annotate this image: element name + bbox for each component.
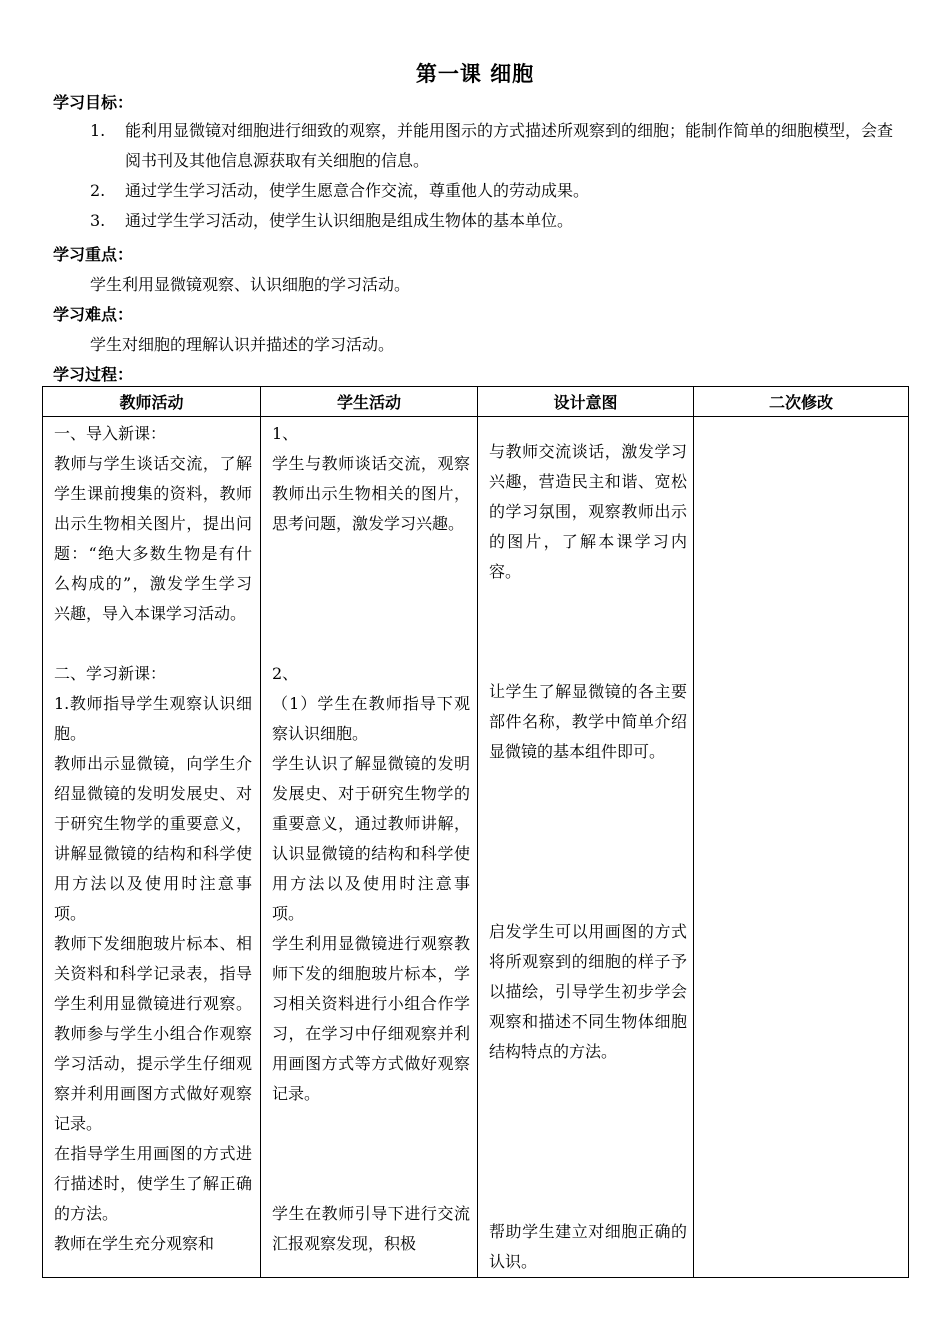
objective-item: [90, 176, 900, 206]
key-points-heading: 学习重点：: [53, 245, 134, 264]
objective-item: [90, 116, 900, 176]
objective-number: 2.: [90, 181, 106, 200]
teacher-step-1: 1.教师指导学生观察认识细胞。: [54, 694, 252, 743]
student-observe-text: （1）学生在教师指导下观察认识细胞。: [272, 694, 470, 743]
student-intro-text: 学生与教师谈话交流，观察教师出示生物相关的图片，思考问题，激发学习兴趣。: [272, 454, 470, 533]
revision-content: [694, 417, 908, 1277]
teacher-slide-text: 教师下发细胞玻片标本、相关资料和科学记录表，指导学生利用显微镜进行观察。教师参与学生小组合作观察学习活动，提示学生仔细观察并利用画图方式做好观察记录。: [54, 934, 252, 1133]
student-step-2-number: 2、: [272, 664, 299, 683]
column-header-revision: 二次修改: [694, 387, 909, 417]
process-heading: 学习过程：: [53, 365, 134, 384]
process-table: [42, 386, 909, 1278]
objective-number: 3.: [90, 211, 106, 230]
design-intro-text: 与教师交流谈话，激发学习兴趣，营造民主和谐、宽松的学习氛围，观察教师出示的图片，了解本课学习内容。: [489, 442, 687, 581]
column-header-design: 设计意图: [478, 387, 694, 417]
student-report-text: 学生在教师引导下进行交流汇报观察发现，积极: [272, 1204, 470, 1253]
objective-text: 通过学生学习活动，使学生认识细胞是组成生物体的基本单位。: [125, 211, 574, 230]
student-step-1-number: 1、: [272, 424, 299, 443]
student-activity-cell: [261, 417, 478, 1278]
teacher-activity-cell: [43, 417, 261, 1278]
column-header-student: 学生活动: [261, 387, 478, 417]
teacher-drawing-text: 在指导学生用画图的方式进行描述时，使学生了解正确的方法。: [54, 1144, 252, 1223]
teacher-intro-text: 教师与学生谈话交流，了解学生课前搜集的资料，教师出示生物相关图片，提出问题：“绝大多数生物是有什么构成的”，激发学生学习兴趣，导入本课学习活动。: [54, 454, 252, 623]
column-header-teacher: 教师活动: [43, 387, 261, 417]
page-title: 第一课 细胞: [415, 61, 535, 86]
table-header-row: [43, 387, 909, 417]
design-drawing-text: 启发学生可以用画图的方式将所观察到的细胞的样子予以描绘，引导学生初步学会观察和描述不同生物体细胞结构特点的方法。: [489, 922, 687, 1061]
student-slide-text: 学生利用显微镜进行观察教师下发的细胞玻片标本，学习相关资料进行小组合作学习，在学习中仔细观察并利用画图方式等方式做好观察记录。: [272, 934, 470, 1103]
design-understanding-text: 帮助学生建立对细胞正确的认识。: [489, 1222, 687, 1271]
teacher-observation-text: 教师在学生充分观察和: [54, 1234, 215, 1253]
objectives-heading: 学习目标：: [53, 93, 134, 112]
key-points-text: 学生利用显微镜观察、认识细胞的学习活动。: [90, 275, 411, 294]
table-row: [43, 417, 909, 1278]
design-intent-cell: [478, 417, 694, 1278]
difficulties-text: 学生对细胞的理解认识并描述的学习活动。: [90, 335, 395, 354]
teacher-microscope-text: 教师出示显微镜，向学生介绍显微镜的发明发展史、对于研究生物学的重要意义，讲解显微镜的结构和科学使用方法以及使用时注意事项。: [54, 754, 252, 923]
objective-number: 1.: [90, 121, 106, 140]
objective-text: 通过学生学习活动，使学生愿意合作交流，尊重他人的劳动成果。: [125, 181, 590, 200]
student-microscope-text: 学生认识了解显微镜的发明发展史、对于研究生物学的重要意义，通过教师讲解，认识显微镜的结构和科学使用方法以及使用时注意事项。: [272, 754, 470, 923]
revision-cell: [694, 417, 909, 1278]
difficulties-heading: 学习难点：: [53, 305, 134, 324]
design-microscope-text: 让学生了解显微镜的各主要部件名称，教学中简单介绍显微镜的基本组件即可。: [489, 682, 687, 761]
teacher-intro-heading: 一、导入新课：: [54, 424, 167, 443]
objective-item: [90, 206, 900, 236]
objective-text: 能利用显微镜对细胞进行细致的观察，并能用图示的方式描述所观察到的细胞；能制作简单的细胞模型，会查阅书刊及其他信息源获取有关细胞的信息。: [125, 121, 894, 170]
teacher-new-lesson-heading: 二、学习新课：: [54, 664, 167, 683]
